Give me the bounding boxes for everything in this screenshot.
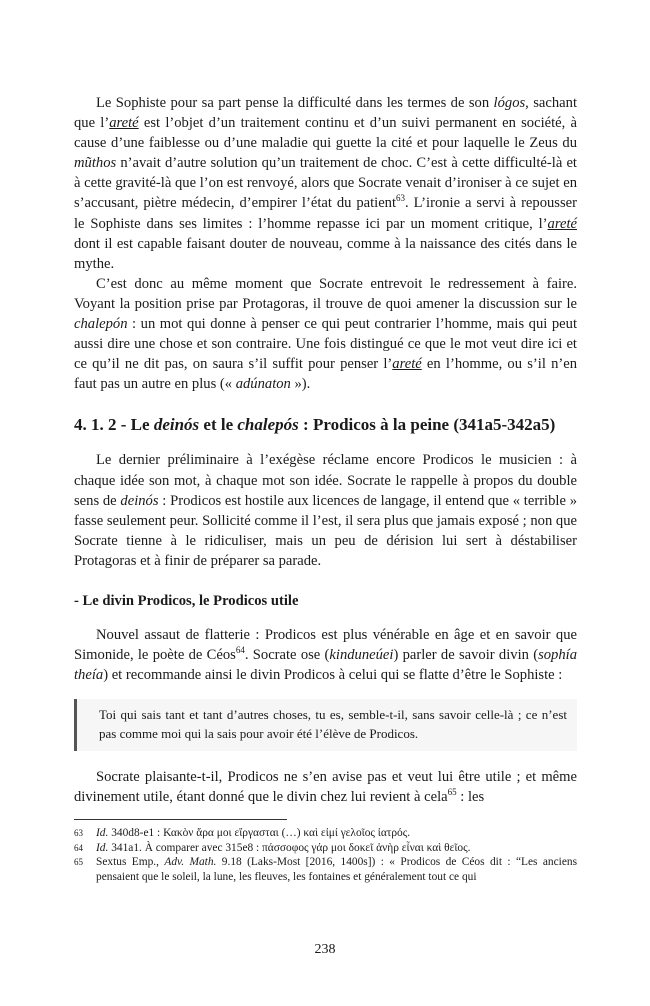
footnote-source: Id. xyxy=(96,827,109,840)
subheading: - Le divin Prodicos, le Prodicos utile xyxy=(74,592,299,609)
footnote-ref-64[interactable]: 64 xyxy=(235,645,245,656)
section-heading xyxy=(74,414,577,436)
term-chalepon: chalepón xyxy=(74,316,128,333)
text-run: : Prodicos est hostile aux licences de langage, il entend que « terrible » fasse seulement peur. Sollicité comme il l’est, il sera plus que jamais exposé ; non que Socrate tienne à le ridiculiser, mais un peu de dérision lui sert à déstabiliser Protagoras et à finir de préparer sa parade. xyxy=(74,492,577,569)
footnote-65 xyxy=(74,855,577,884)
term-arete: areté xyxy=(547,215,577,232)
footnote-ref-65[interactable]: 65 xyxy=(447,787,457,798)
term-sophia-theia: sophía theía xyxy=(74,647,577,684)
term-arete: areté xyxy=(392,356,422,373)
paragraph-2 xyxy=(74,274,577,395)
term-chalepos: chalepós xyxy=(237,415,299,435)
term-deinos: deinós xyxy=(153,415,200,435)
text-run: en l’homme, ou s’il n’en faut pas un autre en plus (« xyxy=(74,356,577,393)
page-body xyxy=(74,93,577,884)
footnote-source-title: Adv. Math. xyxy=(164,856,217,869)
page-number: 238 xyxy=(314,942,336,957)
footnote-number: 64 xyxy=(74,842,83,853)
text-run: ) parler de savoir divin ( xyxy=(393,647,539,664)
text-run: Le dernier préliminaire à l’exégèse réclame encore Prodicos le musicien : à chaque idée son mot, à chaque mot son idée. Socrate le rappelle à propos du double sens de xyxy=(74,452,577,509)
footnote-source: Id. xyxy=(96,841,109,854)
text-run: est l’objet d’un traitement continu et d’un suivi permanent en société, à cause d’une faiblesse ou d’une maladie qui guette la cité et pour laquelle le Zeus du xyxy=(74,115,577,152)
text-run: . L’ironie a servi à repousser le Sophiste dans ses limites : l’homme repasse ici par un moment critique, l’ xyxy=(74,195,577,232)
paragraph-1 xyxy=(74,93,577,274)
footnote-ref-63[interactable]: 63 xyxy=(396,193,406,204)
text-run: Socrate plaisante-t-il, Prodicos ne s’en avise pas et veut lui être utile ; et même divinement utile, étant donné que le divin chez lui revient à cela xyxy=(74,768,577,805)
text-run: : les xyxy=(456,788,485,805)
term-adunaton: adúnaton xyxy=(235,376,291,393)
footnote-64 xyxy=(74,841,577,856)
text-run: , sachant que l’ xyxy=(74,95,577,132)
text-run: 340d8-e1 : Κακὸν ἄρα μοι εἴργασται (…) καὶ εἰμί γελοῖος ἰατρός. xyxy=(108,827,411,840)
text-run: . Socrate ose ( xyxy=(244,647,330,664)
term-kinduneuei: kinduneúei xyxy=(329,647,394,664)
term-logos: lógos xyxy=(493,95,526,111)
term-muthos: mũthos xyxy=(74,155,117,172)
footnotes xyxy=(74,826,577,884)
footnote-divider xyxy=(74,819,287,820)
text-run: n’avait d’autre solution qu’un traitement de choc. C’est à cette difficulté-là et à cette gravité-là que l’on est renvoyé, alors que Socrate venait d’ironiser à ce sujet en s’accusant, piètre médecin, d’empirer l’état du patient xyxy=(74,155,577,212)
term-arete: areté xyxy=(109,115,139,132)
text-run: dont il est capable faisant douter de nouveau, comme à la naissance des cités dans le mythe. xyxy=(74,235,577,272)
paragraph-3 xyxy=(74,450,577,571)
footnote-text xyxy=(96,841,577,856)
section-number: 4. 1. 2 - xyxy=(74,415,127,435)
footnote-number: 63 xyxy=(74,828,83,839)
text-run: Nouvel assaut de flatterie : Prodicos est plus vénérable en âge et en savoir que Simonide, le poète de Céos xyxy=(74,626,577,664)
text-run: : Prodicos à la peine (341a5-342a5) xyxy=(298,415,556,435)
text-run: Le Sophiste pour sa part pense la difficulté dans les termes de son xyxy=(96,95,494,111)
text-run: »). xyxy=(290,376,311,393)
footnote-number: 65 xyxy=(74,857,83,868)
footnote-source: Sextus Emp., xyxy=(96,856,165,869)
text-run: Le xyxy=(126,415,154,435)
block-quote: Toi qui sais tant et tant d’autres choses, tu es, semble-t-il, sans savoir celle-là ; ce n’est pas comme moi qui la sais pour avoir été l’élève de Prodicos. xyxy=(74,699,577,751)
paragraph-4 xyxy=(74,625,577,685)
text-run: C’est donc au même moment que Socrate entrevoit le redressement à faire. Voyant la position prise par Protagoras, il trouve de quoi amener la discussion sur le xyxy=(74,275,577,312)
text-run: ) et recommande ainsi le divin Prodicos à celui qui se flatte d’être le Sophiste : xyxy=(103,667,563,684)
text-run: 341a1. À comparer avec 315e8 : πάσσοφος γάρ μοι δοκεῖ ἀνὴρ εἶναι καὶ θεῖος. xyxy=(108,841,471,854)
text-run: 9.18 (Laks-Most [2016, 1400s]) : « Prodicos de Céos dit : “Les anciens pensaient que le soleil, la lune, les fleuves, les fontaines et généralement tout ce qui xyxy=(96,856,577,883)
text-run: et le xyxy=(199,415,238,435)
footnote-text xyxy=(96,855,577,884)
footnote-text xyxy=(96,826,577,841)
footnote-63 xyxy=(74,826,577,841)
paragraph-5 xyxy=(74,767,577,807)
term-deinos: deinós xyxy=(120,492,159,509)
text-run: : un mot qui donne à penser ce qui peut contrarier l’homme, mais qui peut aussi dire une chose et son contraire. Une fois distingué ce que le mot veut dire ici et ce qu’il ne dit pas, on saura s’il suffit pour penser l’ xyxy=(74,316,577,373)
